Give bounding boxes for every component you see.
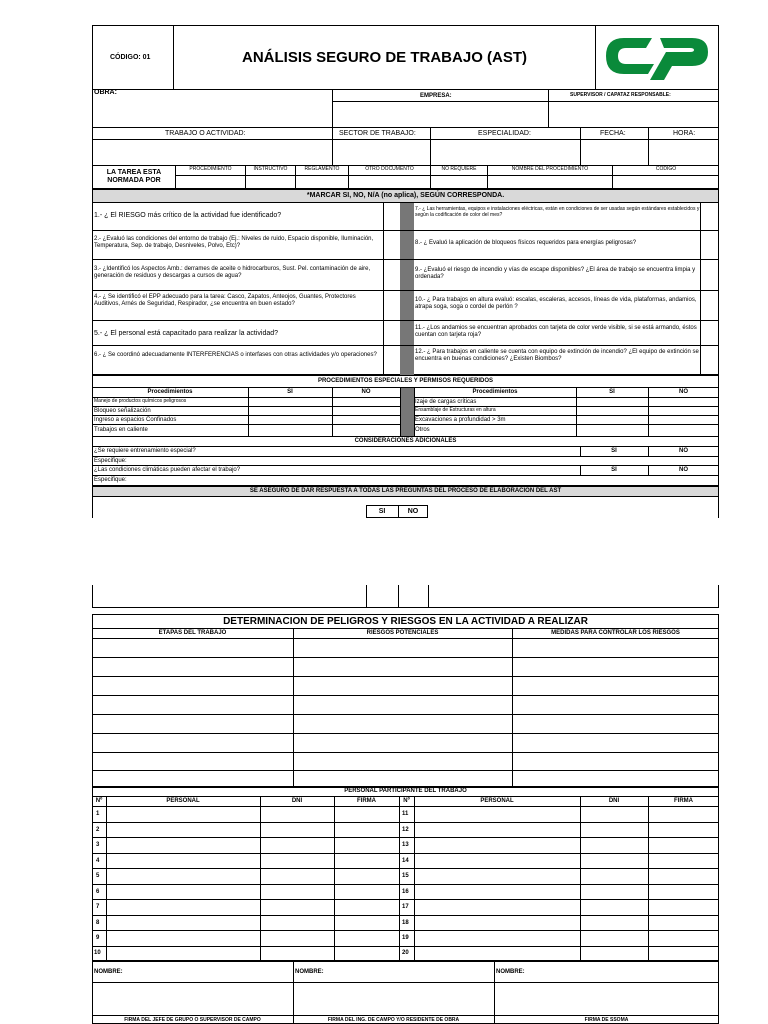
personnel-col-firma: FIRMA [357,798,376,804]
question-3: 3.- ¿Identificó los Aspectos Amb.: derrames de aceite o hidrocarburos, Sust. Pel. contaminación de aire, generación de residuos y descargas a cursos de agua? [94,266,371,279]
obra-label: OBRA: [94,89,117,96]
consid-no-1: NO [679,448,688,454]
trabajo-label: TRABAJO O ACTIVIDAD: [165,130,246,137]
fecha-label: FECHA: [600,130,626,137]
personnel-col-num: Nº [403,798,410,804]
proc-item: Ingreso a espacios Confinados [94,417,177,423]
proc-no-left: NO [361,389,371,395]
normada-col: REGLAMENTO [304,166,340,172]
row-number: 1 [96,811,100,817]
row-number: 14 [402,858,409,864]
signature-name-label: NOMBRE: [496,969,525,975]
question-11: 11.- ¿Los andamios se encuentran aprobados con tarjeta de color verde visible, si se está armando, éstos cuentan con tarjeta roja? [415,325,697,338]
signature-label-ingeniero: FIRMA DEL ING. DE CAMPO Y/O RESIDENTE DE OBRA [327,1017,460,1023]
hazards-table [92,614,719,787]
question-9: 9.- ¿Evaluó el riesgo de incendio y vías de escape disponibles? ¿El área de trabajo se encuentra limpia y ordenada? [415,267,696,280]
proc-si-right: SI [609,389,615,395]
hazards-col-medidas: MEDIDAS PARA CONTROLAR LOS RIESGOS [551,630,680,636]
hora-label: HORA: [673,130,696,137]
row-number: 15 [402,873,409,879]
normada-label: LA TAREA ESTA NORMADA POR [106,169,162,185]
assurance-no: NO [407,508,419,515]
row-number: 2 [96,827,100,833]
normada-col: NO REQUIERE [441,166,477,172]
consid-q2: ¿Las condiciones climáticas pueden afectar el trabajo? [94,467,241,473]
question-5: 5.- ¿ El personal está capacitado para realizar la actividad? [94,330,279,337]
company-logo [600,28,714,84]
marcar-instruction: *MARCAR SI, NO, N/A (no aplica), SEGÚN CORRESPONDA. [306,192,505,199]
question-1: 1.- ¿ El RIESGO más crítico de la actividad fue identificado? [94,212,282,219]
proc-si-left: SI [287,389,293,395]
assurance-si: SI [378,508,386,515]
personnel-col-dni: DNI [291,798,303,804]
proc-item: Trabajos en caliente [94,427,148,433]
procedures-title: PROCEDIMIENTOS ESPECIALES Y PERMISOS REQUERIDOS [317,378,494,384]
hazards-col-etapas: ETAPAS DEL TRABAJO [158,630,227,636]
normada-col: NOMBRE DEL PROCEDIMIENTO [511,166,589,172]
question-8: 8.- ¿ Evaluó la aplicación de bloqueos físicos requeridos para energías peligrosas? [415,240,637,246]
row-number: 4 [96,858,100,864]
proc-head-right: Procedimientos [472,389,518,395]
row-number: 3 [96,842,100,848]
consid-spec-1: Especifique: [94,458,127,464]
row-number: 6 [96,889,100,895]
assurance-text: SE ASEGURÓ DE DAR RESPUESTA A TODAS LAS PREGUNTAS DEL PROCESO DE ELABORACIÓN DEL AST [249,488,562,494]
proc-item: Excavaciones a profundidad > 3m [415,417,506,423]
question-10: 10.- ¿ Para trabajos en altura evaluó: escalas, escaleras, accesos, líneas de vida, plataformas, andamios, atrapa soga, soga o cordel de perlón ? [415,297,697,310]
proc-item: Izaje de cargas críticas [415,399,477,405]
normada-col: OTRO DOCUMENTO [365,166,414,172]
proc-item: Ensamblaje de Estructuras en altura [415,407,496,413]
proc-item: Manejo de productos químicos peligrosos [94,398,187,404]
divider-bar [400,203,414,375]
personnel-col-name: PERSONAL [166,798,200,804]
especialidad-label: ESPECIALIDAD: [478,130,531,137]
considerations-title: CONSIDERACIONES ADICIONALES [354,438,457,444]
consid-spec-2: Especifique: [94,477,127,483]
row-number: 10 [94,950,101,956]
signature-label-ssoma: FIRMA DE SSOMA [584,1017,629,1023]
personnel-col-firma: FIRMA [674,798,693,804]
row-number: 13 [402,842,409,848]
question-7: 7.- ¿ Las herramientas, equipos e instalaciones eléctricas, están en condiciones de ser usadas según estándares establecidos y según la codificación de color del mes? [415,206,700,218]
consid-si-2: SI [611,467,617,473]
hazards-col-riesgos: RIESGOS POTENCIALES [366,630,439,636]
row-number: 20 [402,950,409,956]
row-number: 12 [402,827,409,833]
consid-si-1: SI [611,448,617,454]
document-code: CÓDIGO: 01 [110,54,151,61]
personnel-col-dni: DNI [608,798,620,804]
personnel-col-num: Nº [95,798,103,804]
row-number: 5 [96,873,100,879]
proc-item: Otros [415,427,430,433]
row-number: 11 [402,811,409,817]
row-number: 18 [402,920,409,926]
signature-name-label: NOMBRE: [94,969,123,975]
normada-col: INSTRUCTIVO [253,166,288,172]
hazards-title: DETERMINACION DE PELIGROS Y RIESGOS EN LA ACTIVIDAD A REALIZAR [223,616,588,627]
sector-label: SECTOR DE TRABAJO: [339,130,416,137]
row-number: 17 [402,904,409,910]
normada-col: PROCEDIMIENTO [189,166,232,172]
row-number: 16 [402,889,409,895]
row-number: 9 [96,935,100,941]
row-number: 19 [402,935,409,941]
proc-no-right: NO [679,389,688,395]
proc-item: Bloqueo señalización [94,408,151,414]
supervisor-label: SUPERVISOR / CAPATAZ RESPONSABLE: [570,92,671,98]
question-12: 12.- ¿ Para trabajos en caliente se cuenta con equipo de extinción de incendio? ¿El equipo de extinción se encuentra en buenas condiciones? ¿Existen Biombos? [415,349,699,362]
proc-head-left: Procedimientos [147,389,193,395]
question-2: 2.- ¿Evaluó las condiciones del entorno de trabajo (Ej.: Niveles de ruido, Espacio disponible, Iluminación, Temperatura, Sep. de trabajo, Desniveles, Polvo, Etc)? [94,236,374,249]
question-6: 6.- ¿ Se coordinó adecuadamente INTERFERENCIAS o interfases con otras actividades y/o operaciones? [94,352,377,358]
empresa-label: EMPRESA: [420,93,452,99]
personnel-col-name: PERSONAL [480,798,514,804]
question-4: 4.- ¿ Se identificó el EPP adecuado para la tarea: Casco, Zapatos, Anteojos, Guantes, Protectores Auditivos, Arnés de Seguridad, Respirador, ¿se encuentra en buen estado? [94,294,356,307]
signature-name-label: NOMBRE: [295,969,324,975]
consid-q1: ¿Se requiere entrenamiento especial? [94,448,196,454]
row-number: 8 [96,920,100,926]
row-number: 7 [96,904,100,910]
personnel-title: PERSONAL PARTICIPANTE DEL TRABAJO [344,788,467,794]
consid-no-2: NO [679,467,688,473]
page-title: ANÁLISIS SEGURO DE TRABAJO (AST) [242,49,528,66]
signature-label-supervisor: FIRMA DEL JEFE DE GRUPO O SUPERVISOR DE CAMPO [124,1017,261,1023]
normada-col: CÓDIGO [655,166,677,172]
